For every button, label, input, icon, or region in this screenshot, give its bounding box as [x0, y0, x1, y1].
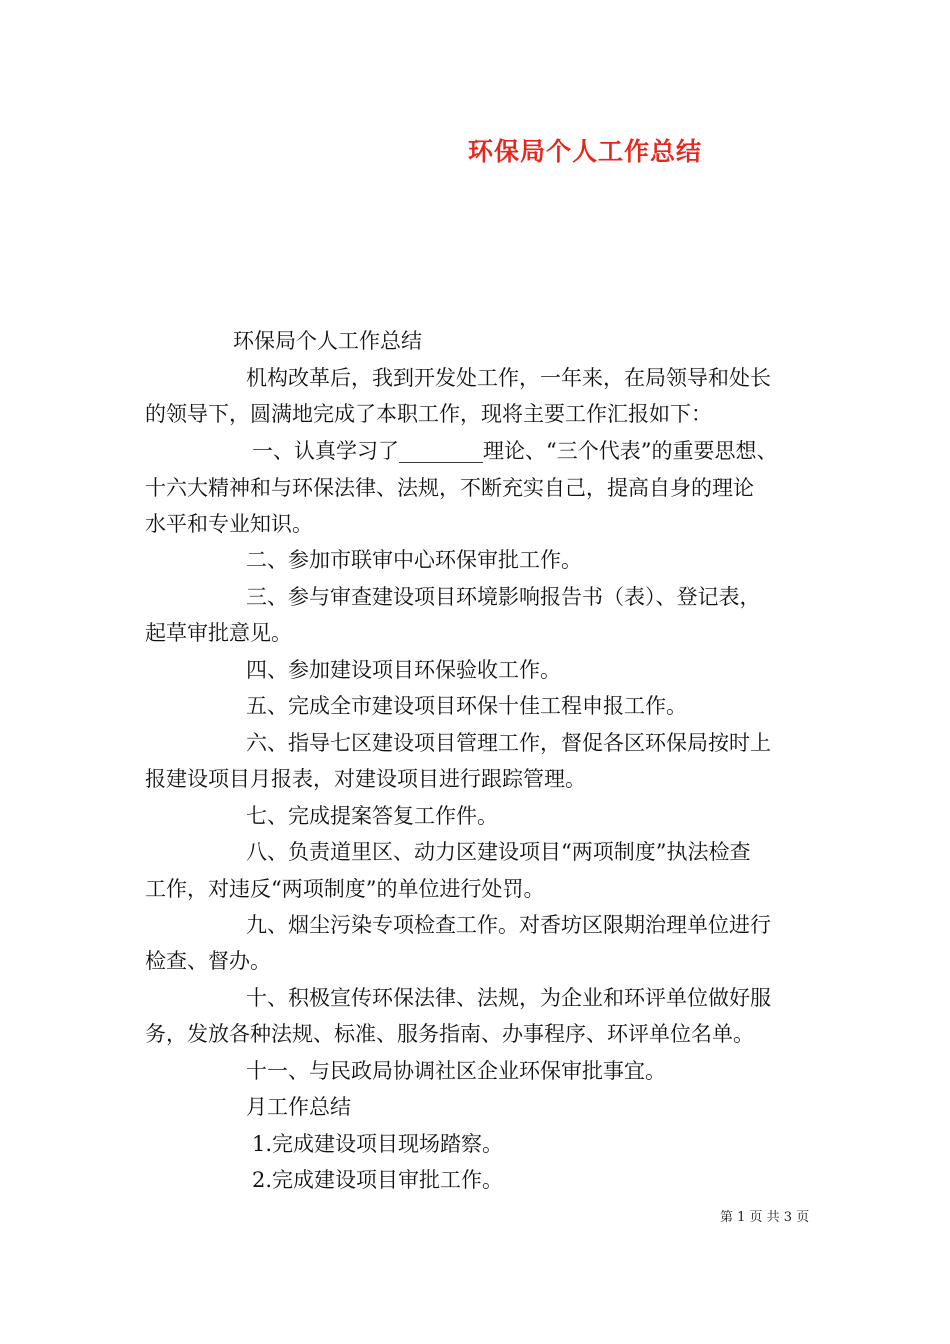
paragraph-line: 检查、督办。	[145, 949, 271, 973]
list-item: 2.完成建设项目审批工作。	[252, 1168, 504, 1192]
paragraph-line: 十六大精神和与环保法律、法规，不断充实自己，提高自身的理论	[145, 476, 754, 500]
paragraph-line: 八、负责道里区、动力区建设项目“两项制度”执法检查	[246, 840, 751, 864]
paragraph-line: 四、参加建设项目环保验收工作。	[246, 658, 561, 682]
page-number-footer: 第 1 页 共 3 页	[720, 1210, 810, 1225]
paragraph-line: 水平和专业知识。	[145, 512, 313, 536]
section-heading: 月工作总结	[246, 1095, 351, 1119]
paragraph-line: 十一、与民政局协调社区企业环保审批事宜。	[246, 1059, 666, 1083]
paragraph-line: 工作，对违反“两项制度”的单位进行处罚。	[145, 877, 545, 901]
paragraph-line: 的领导下，圆满地完成了本职工作，现将主要工作汇报如下：	[145, 402, 712, 426]
paragraph-line: 一、认真学习了________理论、“三个代表”的重要思想、	[252, 439, 778, 463]
paragraph-line: 机构改革后，我到开发处工作，一年来，在局领导和处长	[246, 366, 771, 390]
body-heading: 环保局个人工作总结	[233, 329, 422, 353]
paragraph-line: 务，发放各种法规、标准、服务指南、办事程序、环评单位名单。	[145, 1022, 754, 1046]
paragraph-line: 二、参加市联审中心环保审批工作。	[246, 548, 582, 572]
paragraph-line: 六、指导七区建设项目管理工作，督促各区环保局按时上	[246, 731, 771, 755]
paragraph-line: 七、完成提案答复工作件。	[246, 804, 498, 828]
paragraph-line: 九、烟尘污染专项检查工作。对香坊区限期治理单位进行	[246, 913, 771, 937]
paragraph-line: 五、完成全市建设项目环保十佳工程申报工作。	[246, 694, 687, 718]
paragraph-line: 报建设项目月报表，对建设项目进行跟踪管理。	[145, 767, 586, 791]
paragraph-line: 三、参与审查建设项目环境影响报告书（表）、登记表，	[246, 585, 761, 609]
document-title: 环保局个人工作总结	[468, 137, 703, 166]
list-item: 1.完成建设项目现场踏察。	[252, 1132, 504, 1156]
paragraph-line: 起草审批意见。	[145, 621, 292, 645]
paragraph-line: 十、积极宣传环保法律、法规，为企业和环评单位做好服	[246, 986, 771, 1010]
